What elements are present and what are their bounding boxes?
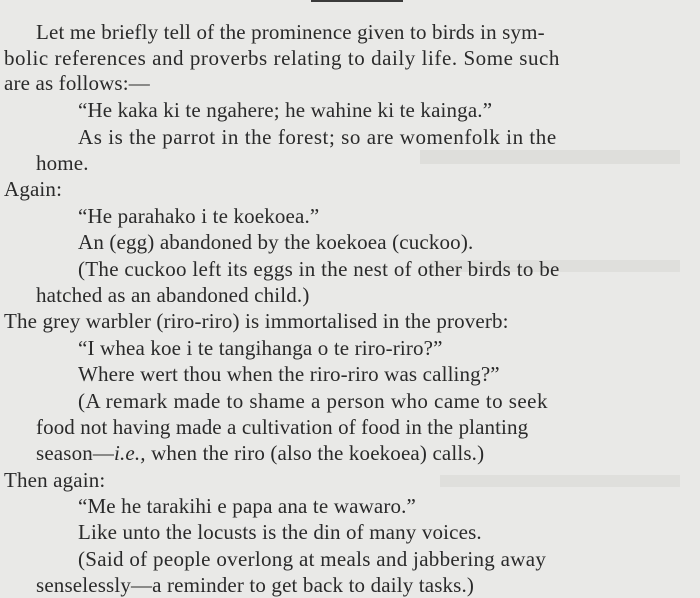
paragraph-text: The grey warbler (riro-riro) is immortalised in the proverb: <box>4 309 509 333</box>
paragraph-text: are as follows:— <box>4 71 150 95</box>
proverb-text: “He parahako i te koekoea.” <box>78 204 320 228</box>
translation-text: An (egg) abandoned by the koekoea (cuckoo). <box>78 230 474 254</box>
proverb-translation <box>36 150 89 176</box>
paragraph-text: bolic references and proverbs relating to daily life. Some such <box>4 46 560 70</box>
note-italic: i.e., <box>114 441 146 465</box>
proverb-maori <box>78 97 492 123</box>
section-rule <box>311 0 403 2</box>
translation-text: Where wert thou when the riro-riro was calling?” <box>78 362 500 386</box>
proverb-maori <box>78 493 416 519</box>
show-through-shadow <box>440 475 680 487</box>
note-text: (The cuckoo left its eggs in the nest of other birds to be <box>78 257 560 281</box>
proverb-maori <box>78 335 443 361</box>
proverb-translation <box>78 361 500 387</box>
text-line <box>4 70 150 96</box>
proverb-note <box>78 388 548 414</box>
translation-text: As is the parrot in the forest; so are womenfolk in the <box>78 125 557 149</box>
note-text: when the riro (also the koekoea) calls.) <box>145 441 485 465</box>
note-text: food not having made a cultivation of food in the planting <box>36 415 529 439</box>
paragraph-text: Let me briefly tell of the prominence given to birds in sym- <box>36 20 545 44</box>
connector-text: Again: <box>4 177 63 201</box>
proverb-note <box>36 414 528 440</box>
proverb-text: “I whea koe i te tangihanga o te riro-riro?” <box>78 336 443 360</box>
proverb-maori <box>78 203 319 229</box>
proverb-note <box>78 256 560 282</box>
text-line <box>4 45 698 71</box>
proverb-note <box>36 282 309 308</box>
show-through-shadow <box>420 150 680 164</box>
proverb-translation <box>78 124 557 150</box>
connector-text: Then again: <box>4 468 106 492</box>
proverb-note <box>36 572 474 598</box>
text-line <box>4 176 62 202</box>
text-line <box>36 19 698 45</box>
translation-text: home. <box>36 151 89 175</box>
proverb-translation <box>78 229 473 255</box>
note-text: (A remark made to shame a person who came to seek <box>78 389 548 413</box>
note-text: season— <box>36 441 115 465</box>
proverb-translation <box>78 519 482 545</box>
note-text: senselessly—a reminder to get back to daily tasks.) <box>36 573 475 597</box>
text-line <box>4 308 509 334</box>
text-line <box>4 467 105 493</box>
note-text: hatched as an abandoned child.) <box>36 283 310 307</box>
note-text: (Said of people overlong at meals and jabbering away <box>78 547 547 571</box>
proverb-text: “Me he tarakihi e papa ana te wawaro.” <box>78 494 417 518</box>
proverb-note <box>36 440 484 466</box>
translation-text: Like unto the locusts is the din of many voices. <box>78 520 482 544</box>
proverb-text: “He kaka ki te ngahere; he wahine ki te kainga.” <box>78 98 493 122</box>
proverb-note <box>78 546 546 572</box>
